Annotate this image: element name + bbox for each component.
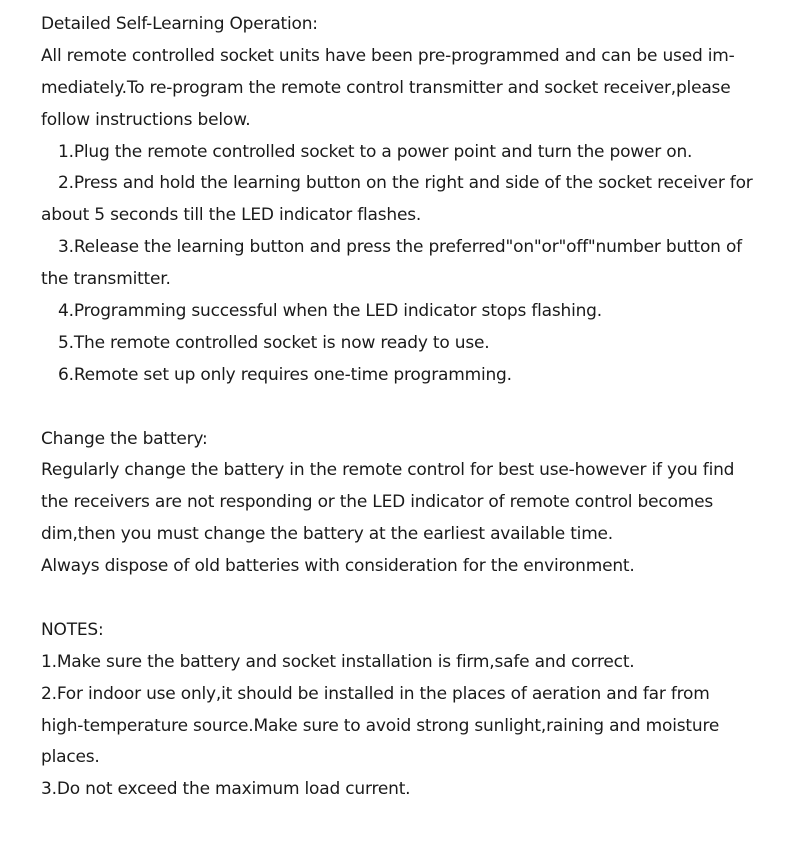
battery-line-4: Always dispose of old batteries with consideration for the environment. [41,556,635,577]
step-3-line-2: the transmitter. [41,269,171,290]
self-learning-heading: Detailed Self-Learning Operation: [41,14,318,34]
note-3: 3.Do not exceed the maximum load current. [41,779,411,800]
self-learning-section [41,9,771,392]
step-4: 4.Programming successful when the LED indicator stops flashing. [58,301,602,322]
intro-line-3: follow instructions below. [41,109,251,130]
note-2-line-2: high-temperature source.Make sure to avoid strong sunlight,raining and moisture [41,715,720,736]
note-2-line-1: 2.For indoor use only,it should be installed in the places of aeration and far from [41,683,710,704]
section-spacer [41,392,771,424]
intro-line-2: mediately.To re-program the remote control transmitter and socket receiver,please [41,77,731,98]
note-1: 1.Make sure the battery and socket installation is firm,safe and correct. [41,651,635,672]
step-2-line-1: 2.Press and hold the learning button on the right and side of the socket receiver for [58,173,753,194]
step-6: 6.Remote set up only requires one-time programming. [58,364,512,385]
section-spacer [41,583,771,615]
note-2-line-3: places. [41,747,100,768]
notes-section [41,615,771,806]
battery-heading: Change the battery: [41,428,208,449]
notes-heading: NOTES: [41,619,104,640]
battery-line-3: dim,then you must change the battery at the earliest available time. [41,524,614,545]
intro-line-1: All remote controlled socket units have been pre-programmed and can be used im- [41,45,735,66]
battery-line-2: the receivers are not responding or the LED indicator of remote control becomes [41,492,713,513]
step-3-line-1: 3.Release the learning button and press the preferred"on"or"off"number button of [58,237,742,258]
step-5: 5.The remote controlled socket is now ready to use. [58,332,490,353]
battery-section [41,424,771,583]
battery-line-1: Regularly change the battery in the remote control for best use-however if you find [41,460,735,481]
instruction-document [41,9,771,806]
step-2-line-2: about 5 seconds till the LED indicator flashes. [41,205,422,226]
step-1: 1.Plug the remote controlled socket to a power point and turn the power on. [58,141,693,162]
